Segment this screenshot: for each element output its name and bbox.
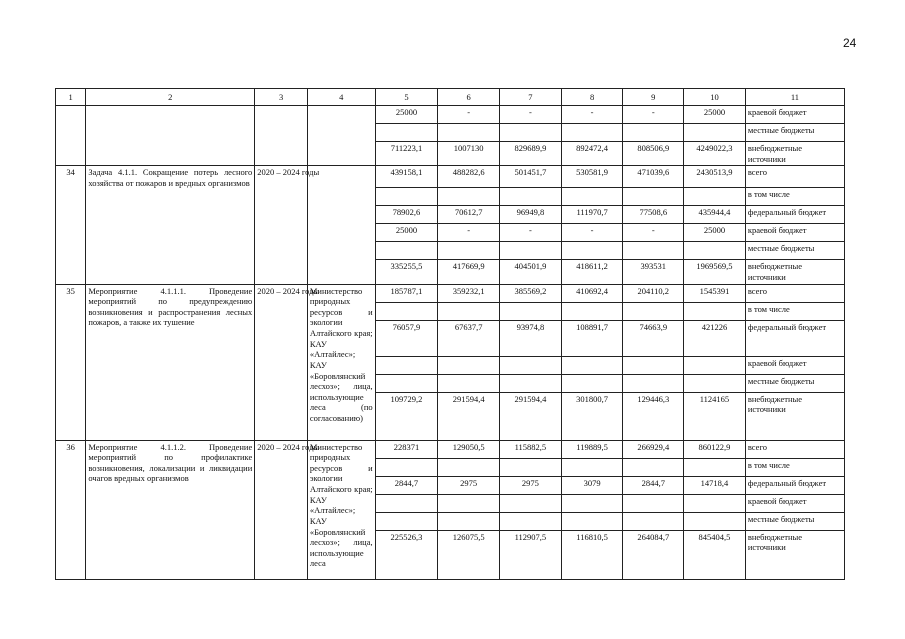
value-cell: 25000 (375, 224, 438, 242)
value-cell: 845404,5 (684, 530, 746, 579)
header-cell: 8 (561, 89, 623, 106)
value-cell (375, 512, 438, 530)
row-executor: Министерство природных ресурсов и экологии Алтайского края; КАУ «Алтайлес»; КАУ «Боровлянский лесхоз»; лица, использующие леса (307, 440, 375, 579)
value-cell: 2975 (438, 476, 500, 494)
value-cell: 291594,4 (500, 392, 562, 440)
value-cell: 111970,7 (561, 206, 623, 224)
table-row (56, 166, 845, 188)
funding-source: федеральный бюджет (745, 320, 844, 356)
value-cell: 109729,2 (375, 392, 438, 440)
value-cell (561, 242, 623, 260)
value-cell: 435944,4 (684, 206, 746, 224)
funding-source: всего (745, 166, 844, 188)
funding-source: в том числе (745, 188, 844, 206)
row-name: Мероприятие 4.1.1.1. Проведение мероприятий по предупреждению возникновения и распространения лесных пожаров, а также их тушение (86, 284, 255, 440)
value-cell: 77508,6 (623, 206, 684, 224)
header-cell: 10 (684, 89, 746, 106)
value-cell: 301800,7 (561, 392, 623, 440)
value-cell: 126075,5 (438, 530, 500, 579)
value-cell: 385569,2 (500, 284, 562, 302)
value-cell: 488282,6 (438, 166, 500, 188)
value-cell: 119889,5 (561, 440, 623, 458)
value-cell (623, 242, 684, 260)
value-cell: 471039,6 (623, 166, 684, 188)
value-cell (375, 188, 438, 206)
row-period: 2020 – 2024 годы (255, 166, 308, 284)
header-cell: 3 (255, 89, 308, 106)
value-cell: - (561, 106, 623, 124)
value-cell: 78902,6 (375, 206, 438, 224)
funding-source: краевой бюджет (745, 494, 844, 512)
value-cell: 76057,9 (375, 320, 438, 356)
funding-source: местные бюджеты (745, 124, 844, 142)
value-cell (623, 356, 684, 374)
header-cell: 2 (86, 89, 255, 106)
row-name (86, 106, 255, 166)
value-cell: 1545391 (684, 284, 746, 302)
value-cell: 225526,3 (375, 530, 438, 579)
row-name: Задача 4.1.1. Сокращение потерь лесного хозяйства от пожаров и вредных организмов (86, 166, 255, 284)
value-cell (438, 458, 500, 476)
value-cell: 93974,8 (500, 320, 562, 356)
value-cell (623, 374, 684, 392)
row-number: 35 (56, 284, 86, 440)
funding-source: местные бюджеты (745, 512, 844, 530)
funding-source: федеральный бюджет (745, 476, 844, 494)
value-cell (684, 374, 746, 392)
row-period: 2020 – 2024 годы (255, 284, 308, 440)
value-cell: 501451,7 (500, 166, 562, 188)
value-cell: - (438, 106, 500, 124)
value-cell (375, 458, 438, 476)
value-cell (438, 302, 500, 320)
row-period (255, 106, 308, 166)
funding-source: внебюджетные источники (745, 530, 844, 579)
value-cell: 291594,4 (438, 392, 500, 440)
value-cell: 410692,4 (561, 284, 623, 302)
value-cell (500, 512, 562, 530)
value-cell: 25000 (684, 224, 746, 242)
value-cell (684, 302, 746, 320)
funding-source: краевой бюджет (745, 106, 844, 124)
table-row (56, 440, 845, 458)
value-cell: 116810,5 (561, 530, 623, 579)
value-cell (438, 124, 500, 142)
value-cell (684, 494, 746, 512)
budget-table (55, 88, 845, 580)
value-cell: 25000 (375, 106, 438, 124)
value-cell (438, 512, 500, 530)
header-row (56, 89, 845, 106)
funding-source: всего (745, 440, 844, 458)
value-cell (375, 242, 438, 260)
value-cell (438, 188, 500, 206)
value-cell (561, 494, 623, 512)
value-cell: 421226 (684, 320, 746, 356)
value-cell (623, 188, 684, 206)
value-cell: 74663,9 (623, 320, 684, 356)
value-cell: 418611,2 (561, 260, 623, 284)
value-cell: 4249022,3 (684, 142, 746, 166)
value-cell: 264084,7 (623, 530, 684, 579)
funding-source: местные бюджеты (745, 374, 844, 392)
header-cell: 1 (56, 89, 86, 106)
value-cell: 2975 (500, 476, 562, 494)
funding-source: внебюджетные источники (745, 260, 844, 284)
value-cell (623, 458, 684, 476)
value-cell: 3079 (561, 476, 623, 494)
value-cell: 96949,8 (500, 206, 562, 224)
value-cell: - (561, 224, 623, 242)
value-cell: 25000 (684, 106, 746, 124)
funding-source: внебюджетные источники (745, 142, 844, 166)
row-executor: Министерство природных ресурсов и экологии Алтайского края; КАУ «Алтайлес»; КАУ «Боровлянский лесхоз»; лица, использующие леса (по согласованию) (307, 284, 375, 440)
value-cell: 2844,7 (623, 476, 684, 494)
value-cell: 115882,5 (500, 440, 562, 458)
value-cell (684, 458, 746, 476)
row-period: 2020 – 2024 годы (255, 440, 308, 579)
value-cell: 808506,9 (623, 142, 684, 166)
value-cell: 335255,5 (375, 260, 438, 284)
row-number (56, 106, 86, 166)
value-cell: 1124165 (684, 392, 746, 440)
value-cell (684, 356, 746, 374)
value-cell (500, 242, 562, 260)
value-cell (684, 124, 746, 142)
value-cell: - (623, 106, 684, 124)
value-cell (561, 188, 623, 206)
value-cell (438, 242, 500, 260)
value-cell (375, 302, 438, 320)
value-cell: - (438, 224, 500, 242)
funding-source: в том числе (745, 302, 844, 320)
header-cell: 4 (307, 89, 375, 106)
value-cell: 2430513,9 (684, 166, 746, 188)
table-row (56, 106, 845, 124)
value-cell (684, 188, 746, 206)
value-cell (438, 356, 500, 374)
value-cell: 1007130 (438, 142, 500, 166)
value-cell (684, 512, 746, 530)
funding-source: краевой бюджет (745, 356, 844, 374)
value-cell: 1969569,5 (684, 260, 746, 284)
value-cell (684, 242, 746, 260)
value-cell: 67637,7 (438, 320, 500, 356)
value-cell: - (623, 224, 684, 242)
value-cell: 439158,1 (375, 166, 438, 188)
value-cell (561, 512, 623, 530)
value-cell: 860122,9 (684, 440, 746, 458)
value-cell: 108891,7 (561, 320, 623, 356)
value-cell (500, 188, 562, 206)
value-cell (561, 302, 623, 320)
value-cell: 404501,9 (500, 260, 562, 284)
value-cell: 228371 (375, 440, 438, 458)
value-cell: 266929,4 (623, 440, 684, 458)
value-cell (623, 512, 684, 530)
value-cell: 112907,5 (500, 530, 562, 579)
funding-source: краевой бюджет (745, 224, 844, 242)
value-cell (500, 124, 562, 142)
page-number: 24 (843, 36, 857, 50)
value-cell: 204110,2 (623, 284, 684, 302)
value-cell (500, 494, 562, 512)
value-cell: - (500, 106, 562, 124)
value-cell (561, 356, 623, 374)
value-cell: 2844,7 (375, 476, 438, 494)
value-cell: 359232,1 (438, 284, 500, 302)
funding-source: в том числе (745, 458, 844, 476)
row-number: 34 (56, 166, 86, 284)
funding-source: федеральный бюджет (745, 206, 844, 224)
table-row (56, 284, 845, 302)
row-name: Мероприятие 4.1.1.2. Проведение мероприятий по профилактике возникновения, локализации и ликвидации очагов вредных организмов (86, 440, 255, 579)
table-body (56, 106, 845, 580)
funding-source: внебюджетные источники (745, 392, 844, 440)
value-cell: 185787,1 (375, 284, 438, 302)
value-cell (500, 458, 562, 476)
funding-source: местные бюджеты (745, 242, 844, 260)
funding-source: всего (745, 284, 844, 302)
value-cell: 70612,7 (438, 206, 500, 224)
value-cell (375, 356, 438, 374)
value-cell: 892472,4 (561, 142, 623, 166)
value-cell: 711223,1 (375, 142, 438, 166)
value-cell (561, 374, 623, 392)
header-cell: 9 (623, 89, 684, 106)
row-executor (307, 106, 375, 166)
value-cell: 393531 (623, 260, 684, 284)
header-cell: 6 (438, 89, 500, 106)
value-cell (500, 356, 562, 374)
row-executor (307, 166, 375, 284)
value-cell: - (500, 224, 562, 242)
value-cell: 129446,3 (623, 392, 684, 440)
value-cell (500, 302, 562, 320)
value-cell (438, 494, 500, 512)
value-cell: 14718,4 (684, 476, 746, 494)
value-cell: 129050,5 (438, 440, 500, 458)
value-cell (561, 124, 623, 142)
value-cell (561, 458, 623, 476)
value-cell (375, 374, 438, 392)
header-cell: 11 (745, 89, 844, 106)
value-cell (623, 124, 684, 142)
header-cell: 5 (375, 89, 438, 106)
value-cell (623, 302, 684, 320)
value-cell (375, 124, 438, 142)
row-number: 36 (56, 440, 86, 579)
value-cell: 530581,9 (561, 166, 623, 188)
value-cell (623, 494, 684, 512)
header-cell: 7 (500, 89, 562, 106)
value-cell (375, 494, 438, 512)
value-cell: 417669,9 (438, 260, 500, 284)
value-cell (438, 374, 500, 392)
value-cell: 829689,9 (500, 142, 562, 166)
value-cell (500, 374, 562, 392)
